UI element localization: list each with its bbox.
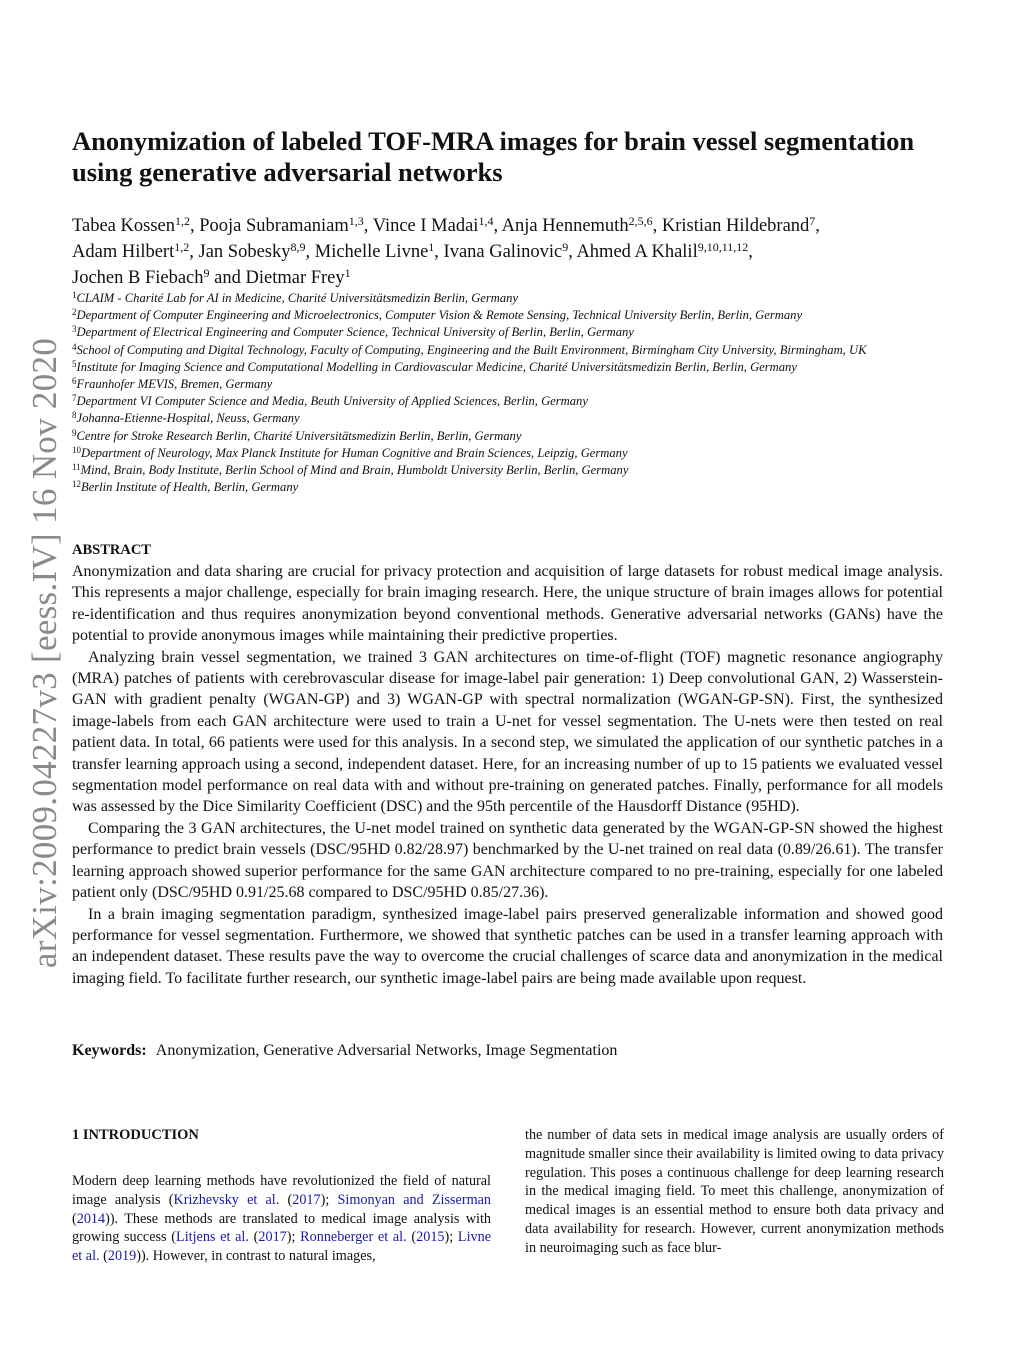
affiliation-text: Johanna-Etienne-Hospital, Neuss, Germany bbox=[76, 411, 300, 426]
intro-text: ( bbox=[248, 1229, 259, 1246]
affiliation-text: Department of Electrical Engineering and Computer Science, Technical University of Berlin, Berlin, Germany bbox=[76, 325, 634, 340]
author-affiliation-marker: 1,2 bbox=[174, 240, 190, 254]
intro-text: ( bbox=[72, 1210, 77, 1227]
affiliation-text: Fraunhofer MEVIS, Bremen, Germany bbox=[76, 377, 273, 392]
author-affiliation-marker: 7 bbox=[809, 214, 816, 228]
citation-link[interactable]: Simonyan and Zisserman bbox=[337, 1191, 491, 1208]
affiliation-number: 5 bbox=[72, 358, 77, 369]
affiliation-number: 12 bbox=[72, 479, 81, 490]
author-name: Vince I Madai bbox=[372, 216, 479, 236]
affiliation-item bbox=[72, 290, 972, 307]
author bbox=[444, 242, 577, 262]
author-name: Kristian Hildebrand bbox=[661, 216, 810, 236]
intro-text: ); bbox=[286, 1229, 301, 1246]
keywords-text: Anonymization, Generative Adversarial Networks, Image Segmentation bbox=[155, 1042, 618, 1059]
affiliation-number: 6 bbox=[72, 376, 77, 387]
intro-text: )). These methods are translated to medical image analysis with growing success ( bbox=[72, 1210, 491, 1246]
affiliation-text: Mind, Brain, Body Institute, Berlin School of Mind and Brain, Humboldt University Berlin, Berlin, Germany bbox=[80, 463, 629, 478]
citation-link[interactable]: Livne et al. bbox=[72, 1229, 492, 1265]
section-heading-introduction: 1 INTRODUCTION bbox=[72, 1127, 199, 1143]
author-separator: , bbox=[363, 216, 373, 236]
affiliation-text: CLAIM - Charité Lab for AI in Medicine, Charité Universitätsmedizin Berlin, Germany bbox=[76, 291, 519, 305]
author-name: Ivana Galinovic bbox=[443, 242, 563, 262]
author bbox=[502, 216, 662, 236]
abstract-paragraph: Analyzing brain vessel segmentation, we trained 3 GAN architectures on time-of-flight (TOF) magnetic resonance angiography (MRA) patches of patients with cerebrovascular disease for image-label pair generation: 1) Deep convolutional GAN, 2) Wasserstein-GAN with gradient penalty (WGAN-GP) and 3) WGAN-GP with spectral normalization (WGAN-GP-SN). First, the synthesized image-labels from each GAN architecture were used to train a U-net for vessel segmentation. The U-nets were then tested on real patient data. In total, 66 patients were used for this analysis. In a second step, we simulated the application of our synthetic patches in a transfer learning approach using a second, independent dataset. Here, for an increasing number of up to 15 patients we evaluated vessel segmentation model performance on real data with and without pre-training on generated patches. Finally, performance for all models was assessed by the Dice Similarity Coefficient (DSC) and the 95th percentile of the Hausdorff Distance (95HD). bbox=[72, 648, 943, 816]
author bbox=[199, 216, 372, 236]
author bbox=[246, 268, 351, 288]
affiliation-item bbox=[72, 462, 972, 479]
intro-text: ( bbox=[406, 1229, 417, 1246]
affiliation-number: 9 bbox=[72, 427, 77, 438]
affiliation-text: Department of Neurology, Max Planck Institute for Human Cognitive and Brain Sciences, Leipzig, Germany bbox=[81, 445, 628, 460]
author-affiliation-marker: 1,4 bbox=[478, 214, 494, 228]
citation-link[interactable]: 2015 bbox=[416, 1229, 445, 1246]
author-affiliation-marker: 1,2 bbox=[175, 214, 190, 228]
arxiv-stamp: arXiv:2009.04227v3 [eess.IV] 16 Nov 2020 bbox=[25, 337, 64, 969]
author-separator: , bbox=[493, 216, 502, 236]
abstract-body bbox=[72, 561, 943, 989]
affiliation-text: School of Computing and Digital Technology, Faculty of Computing, Engineering and the Built Environment, Birmingham City University, Birmingham, UK bbox=[76, 342, 867, 357]
citation-link[interactable]: 2017 bbox=[258, 1229, 287, 1246]
abstract-paragraph: In a brain imaging segmentation paradigm, synthesized image-label pairs preserved generalizable information and showed good performance for vessel segmentation. Furthermore, we showed that synthetic patches can be used in a transfer learning approach with an independent dataset. These results pave the way to overcome the crucial challenges of scarce data and anonymization in the medical imaging field. To facilitate further research, our synthetic image-label pairs are being made available upon request. bbox=[72, 905, 943, 987]
author-separator: and bbox=[209, 268, 246, 288]
author-affiliation-marker: 9,10,11,12 bbox=[697, 240, 749, 254]
author-name: Ahmed A Khalil bbox=[576, 242, 698, 262]
author-affiliation-marker: 1 bbox=[428, 240, 435, 254]
author-affiliation-marker: 1 bbox=[344, 266, 351, 280]
intro-right-column: the number of data sets in medical image analysis are usually orders of magnitude smaller since their availability is limited owing to data privacy regulation. This poses a continuous challenge for deep learning research in the medical imaging field. To meet this challenge, anonymization of medical images is an essential method to ensure both data privacy and data availability for research. However, current anonymization methods in neuroimaging such as face blur- bbox=[525, 1127, 944, 1256]
citation-link[interactable]: Litjens et al. bbox=[176, 1229, 249, 1246]
author-affiliation-marker: 2,5,6 bbox=[628, 214, 653, 228]
affiliation-number: 4 bbox=[72, 341, 77, 352]
author-affiliation-marker: 1,3 bbox=[348, 214, 364, 228]
author bbox=[576, 242, 752, 262]
affiliation-item bbox=[72, 410, 972, 427]
author-separator: , bbox=[568, 242, 577, 262]
author-separator: , bbox=[748, 242, 753, 262]
intro-text: ); bbox=[444, 1229, 458, 1246]
citation-link[interactable]: 2014 bbox=[76, 1210, 106, 1227]
affiliation-number: 10 bbox=[72, 444, 81, 455]
affiliation-number: 3 bbox=[72, 324, 77, 335]
author-affiliation-marker: 9 bbox=[203, 266, 210, 280]
author-name: Jochen B Fiebach bbox=[72, 268, 204, 288]
affiliation-text: Centre for Stroke Research Berlin, Charité Universitätsmedizin Berlin, Berlin, Germany bbox=[76, 428, 522, 443]
author bbox=[199, 242, 315, 262]
affiliation-text: Institute for Imaging Science and Computational Modelling in Cardiovascular Medicine, Charité Universitätsmedizin Berlin, Berlin, Germany bbox=[76, 359, 797, 374]
author-name: Dietmar Frey bbox=[245, 268, 345, 288]
author bbox=[72, 268, 246, 288]
citation-link[interactable]: 2019 bbox=[107, 1248, 137, 1265]
affiliation-text: Department VI Computer Science and Media, Beuth University of Applied Sciences, Berlin, Germany bbox=[76, 394, 588, 409]
author-separator: , bbox=[434, 242, 444, 262]
author-affiliation-marker: 8,9 bbox=[290, 240, 306, 254]
affiliation-number: 1 bbox=[72, 290, 77, 300]
affiliation-item bbox=[72, 324, 972, 341]
author-name: Pooja Subramaniam bbox=[199, 216, 349, 236]
affiliation-item bbox=[72, 428, 972, 445]
affiliation-number: 11 bbox=[72, 462, 81, 473]
affiliation-number: 2 bbox=[72, 307, 77, 318]
citation-link[interactable]: 2017 bbox=[292, 1191, 321, 1208]
affiliation-text: Department of Computer Engineering and Microelectronics, Computer Vision & Remote Sensing, Technical University Berlin, Berlin, Germany bbox=[76, 308, 803, 323]
affiliation-item bbox=[72, 342, 972, 359]
intro-text: ( bbox=[279, 1191, 293, 1208]
citation-link[interactable]: Ronneberger et al. bbox=[300, 1229, 407, 1246]
affiliation-item bbox=[72, 445, 972, 462]
author bbox=[662, 216, 820, 236]
affiliation-item bbox=[72, 393, 972, 410]
author bbox=[315, 242, 444, 262]
intro-text: ( bbox=[99, 1248, 108, 1265]
intro-left-column bbox=[72, 1172, 491, 1266]
author bbox=[72, 242, 199, 262]
keywords-label: Keywords: bbox=[72, 1042, 147, 1059]
author-name: Michelle Livne bbox=[314, 242, 429, 262]
author-separator: , bbox=[305, 242, 315, 262]
intro-text: ); bbox=[320, 1191, 338, 1208]
abstract-paragraph: Comparing the 3 GAN architectures, the U-net model trained on synthetic data generated by the WGAN-GP-SN showed the highest performance to predict brain vessels (DSC/95HD 0.82/28.97) benchmarked by the U-net trained on real data (0.89/26.61). The transfer learning approach showed superior performance for the same GAN architecture compared to no pre-training, especially for one labeled patient only (DSC/95HD 0.91/25.68 compared to DSC/95HD 0.85/27.36). bbox=[72, 819, 943, 902]
author-name: Anja Hennemuth bbox=[501, 216, 629, 236]
abstract-paragraph: Anonymization and data sharing are crucial for privacy protection and acquisition of large datasets for robust medical image analysis. This represents a major challenge, especially for brain imaging research. Here, the unique structure of brain images allows for potential re-identification and thus requires anonymization beyond conventional methods. Generative adversarial networks (GANs) have the potential to provide anonymous images while maintaining their predictive properties. bbox=[72, 563, 943, 645]
affiliation-list bbox=[72, 290, 972, 496]
affiliation-item bbox=[72, 307, 972, 324]
author-separator: , bbox=[189, 242, 199, 262]
affiliation-number: 7 bbox=[72, 393, 77, 404]
author-name: Tabea Kossen bbox=[72, 216, 175, 236]
author-name: Adam Hilbert bbox=[72, 242, 175, 262]
intro-text: )). However, in contrast to natural images, bbox=[136, 1248, 376, 1265]
affiliation-item bbox=[72, 376, 972, 393]
affiliation-item bbox=[72, 479, 972, 496]
paper-title: Anonymization of labeled TOF-MRA images for brain vessel segmentation using generative adversarial networks bbox=[72, 126, 915, 187]
abstract-heading: ABSTRACT bbox=[72, 542, 151, 558]
author bbox=[373, 216, 502, 236]
citation-link[interactable]: Krizhevsky et al. bbox=[173, 1191, 280, 1208]
keywords bbox=[72, 1042, 617, 1060]
author-separator: , bbox=[652, 216, 662, 236]
author-separator: , bbox=[815, 216, 820, 236]
author-name: Jan Sobesky bbox=[198, 242, 291, 262]
author-separator: , bbox=[190, 216, 200, 236]
affiliation-item bbox=[72, 359, 972, 376]
author bbox=[72, 216, 199, 236]
author-list bbox=[72, 213, 952, 291]
affiliation-number: 8 bbox=[72, 410, 77, 421]
affiliation-text: Berlin Institute of Health, Berlin, Germany bbox=[81, 480, 299, 495]
intro-text: Modern deep learning methods have revolutionized the field of natural image analysis ( bbox=[72, 1173, 491, 1208]
author-affiliation-marker: 9 bbox=[562, 240, 569, 254]
